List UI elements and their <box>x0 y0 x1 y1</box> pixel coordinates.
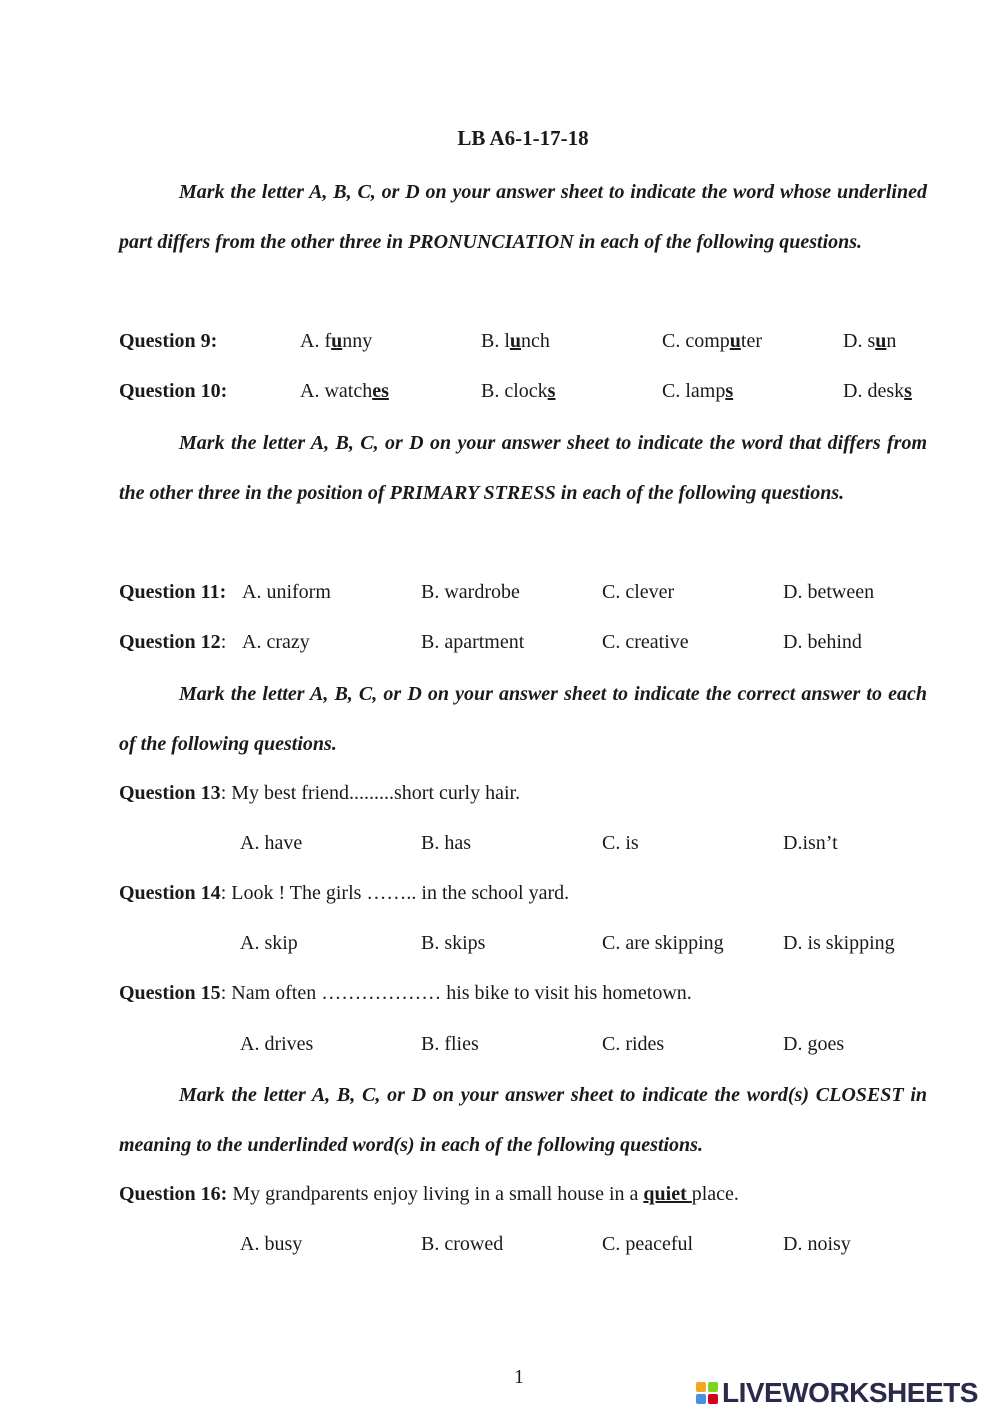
instruction-pronunciation: Mark the letter A, B, C, or D on your answer sheet to indicate the word whose underlined part differs from the other three in PRONUNCIATION in each of the following questions. <box>119 181 927 253</box>
question-9 <box>0 330 1000 360</box>
option-b[interactable]: B. skips <box>421 932 486 954</box>
option-c[interactable]: C. is <box>602 832 639 854</box>
page-number: 1 <box>514 1366 524 1388</box>
question-label: Question 12 <box>119 631 221 653</box>
question-label: Question 11: <box>119 581 227 603</box>
option-d[interactable]: D. behind <box>783 631 862 653</box>
liveworksheets-logo <box>696 1378 978 1408</box>
option-a[interactable]: A. watches <box>300 380 389 402</box>
option-a[interactable]: A. have <box>240 832 303 854</box>
question-12 <box>0 631 1000 661</box>
question-label: Question 14 <box>119 882 221 904</box>
option-c[interactable]: C. creative <box>602 631 689 653</box>
logo-square <box>696 1394 706 1404</box>
question-13-stem: Question 13: My best friend.........short curly hair. <box>119 782 521 804</box>
question-label: Question 16: <box>119 1183 228 1205</box>
option-a[interactable]: A. funny <box>300 330 373 352</box>
option-a[interactable]: A. skip <box>240 932 298 954</box>
option-c[interactable]: C. clever <box>602 581 675 603</box>
document-title: LB A6-1-17-18 <box>457 126 589 150</box>
option-b[interactable]: B. lunch <box>481 330 550 352</box>
underlined-word: quiet <box>643 1183 692 1205</box>
option-b[interactable]: B. crowed <box>421 1233 504 1255</box>
option-c[interactable]: C. peaceful <box>602 1233 694 1255</box>
instruction-stress: Mark the letter A, B, C, or D on your answer sheet to indicate the word that differs from the other three in the position of PRIMARY STRESS in each of the following questions. <box>119 432 927 504</box>
question-13-options <box>0 832 1000 862</box>
question-16-options <box>0 1233 1000 1263</box>
logo-square <box>696 1382 706 1392</box>
logo-square <box>708 1382 718 1392</box>
logo-square <box>708 1394 718 1404</box>
option-c[interactable]: C. computer <box>662 330 762 352</box>
option-b[interactable]: B. wardrobe <box>421 581 520 603</box>
option-c[interactable]: C. rides <box>602 1033 665 1055</box>
question-label: Question 9: <box>119 330 218 352</box>
question-10 <box>0 380 1000 410</box>
question-label: Question 13 <box>119 782 221 804</box>
logo-text: LIVEWORKSHEETS <box>722 1377 978 1408</box>
option-d[interactable]: D. is skipping <box>783 932 895 954</box>
option-a[interactable]: A. crazy <box>242 631 310 653</box>
question-stem: Question 12: <box>119 631 227 653</box>
option-c[interactable]: C. lamps <box>662 380 734 402</box>
option-d[interactable]: D. sun <box>843 330 897 352</box>
option-b[interactable]: B. has <box>421 832 471 854</box>
option-d[interactable]: D. goes <box>783 1033 845 1055</box>
question-11 <box>0 581 1000 611</box>
option-a[interactable]: A. uniform <box>242 581 331 603</box>
option-d[interactable]: D.isn’t <box>783 832 838 854</box>
instruction-closest-meaning: Mark the letter A, B, C, or D on your answer sheet to indicate the word(s) CLOSEST in meaning to the underlinded word(s) in each of the following questions. <box>119 1084 927 1156</box>
option-b[interactable]: B. apartment <box>421 631 525 653</box>
option-a[interactable]: A. busy <box>240 1233 303 1255</box>
option-b[interactable]: B. flies <box>421 1033 479 1055</box>
question-16-stem: Question 16: My grandparents enjoy living in a small house in a quiet place. <box>119 1183 739 1205</box>
option-d[interactable]: D. noisy <box>783 1233 851 1255</box>
question-label: Question 15 <box>119 982 221 1004</box>
instruction-correct-answer: Mark the letter A, B, C, or D on your answer sheet to indicate the correct answer to each of the following questions. <box>119 683 927 755</box>
option-b[interactable]: B. clocks <box>481 380 556 402</box>
option-d[interactable]: D. desks <box>843 380 912 402</box>
option-c[interactable]: C. are skipping <box>602 932 724 954</box>
question-14-options <box>0 932 1000 962</box>
option-d[interactable]: D. between <box>783 581 875 603</box>
question-label: Question 10: <box>119 380 228 402</box>
question-14-stem: Question 14: Look ! The girls …….. in the school yard. <box>119 882 570 904</box>
logo-icon <box>696 1382 718 1404</box>
question-15-options <box>0 1033 1000 1063</box>
question-15-stem: Question 15: Nam often ……………… his bike to visit his hometown. <box>119 982 692 1004</box>
option-a[interactable]: A. drives <box>240 1033 314 1055</box>
